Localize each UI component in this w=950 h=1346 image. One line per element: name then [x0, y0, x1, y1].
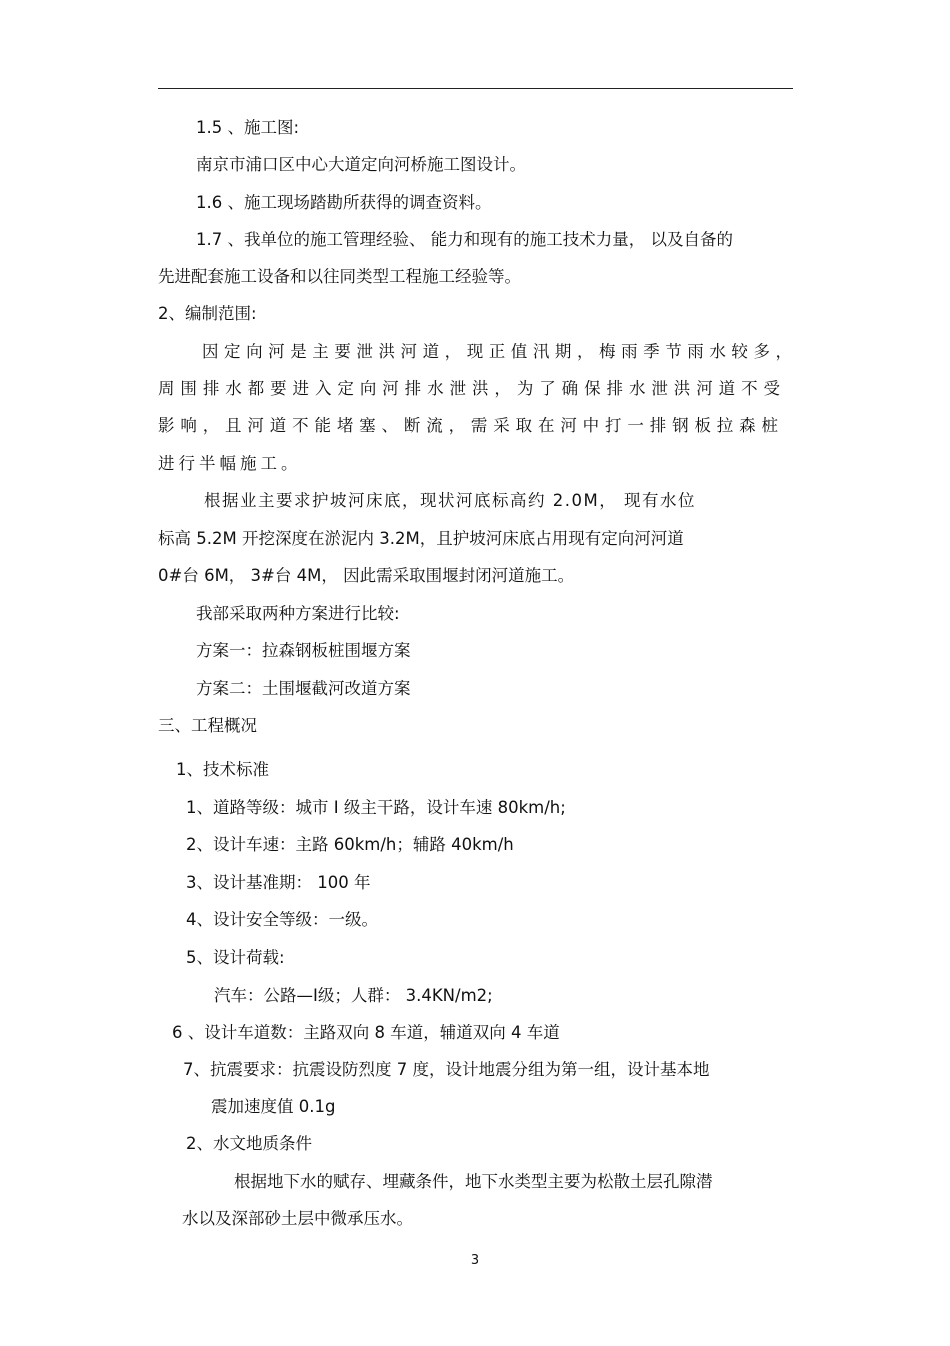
list-item: 6 、设计车道数：主路双向 8 车道，辅道双向 4 车道 — [172, 1023, 560, 1042]
section-heading: 三、工程概况 — [158, 716, 257, 735]
subsection-heading: 2、水文地质条件 — [186, 1134, 312, 1153]
text-line: 周围排水都要进入定向河排水泄洪，为了确保排水泄洪河道不受 — [158, 379, 780, 398]
list-item: 5、设计荷载: — [186, 948, 285, 967]
subsection-heading: 1、技术标准 — [176, 760, 269, 779]
text-line: 先进配套施工设备和以往同类型工程施工经验等。 — [158, 267, 521, 286]
list-item-detail: 汽车：公路—Ⅰ级；人群： 3.4KN/m2; — [214, 986, 493, 1005]
text-line: 进行半幅施工。 — [158, 454, 302, 473]
text-line: 根据地下水的赋存、埋藏条件，地下水类型主要为松散土层孔隙潜 — [234, 1172, 713, 1191]
text-line: 0#台 6M， 3#台 4M， 因此需采取围堰封闭河道施工。 — [158, 566, 575, 585]
list-item: 1、道路等级：城市 Ⅰ 级主干路，设计车速 80km/h; — [186, 798, 566, 817]
text-line: 我部采取两种方案进行比较: — [196, 604, 400, 623]
text-line: 标高 5.2M 开挖深度在淤泥内 3.2M，且护坡河床底占用现有定向河河道 — [158, 529, 684, 548]
text-line: 1.5 、施工图: — [196, 118, 300, 137]
list-item: 2、设计车速：主路 60km/h；辅路 40km/h — [186, 835, 514, 854]
section-heading: 2、编制范围: — [158, 304, 257, 323]
text-line: 因定向河是主要泄洪河道，现正值汛期，梅雨季节雨水较多， — [202, 342, 792, 361]
text-line: 方案二：土围堰截河改道方案 — [196, 679, 411, 698]
list-item: 7、抗震要求：抗震设防烈度 7 度，设计地震分组为第一组，设计基本地 — [183, 1060, 710, 1079]
list-item: 3、设计基准期： 100 年 — [186, 873, 371, 892]
header-rule — [158, 88, 793, 89]
text-line: 1.6 、施工现场踏勘所获得的调查资料。 — [196, 193, 492, 212]
text-line: 根据业主要求护坡河床底，现状河底标高约 2.0M， 现有水位 — [204, 491, 696, 510]
list-item: 4、设计安全等级：一级。 — [186, 910, 378, 929]
text-line: 方案一：拉森钢板桩围堰方案 — [196, 641, 411, 660]
text-line: 南京市浦口区中心大道定向河桥施工图设计。 — [196, 155, 526, 174]
text-line: 1.7 、我单位的施工管理经验、 能力和现有的施工技术力量， 以及自备的 — [196, 230, 733, 249]
text-line: 水以及深部砂土层中微承压水。 — [182, 1209, 413, 1228]
list-item-continuation: 震加速度值 0.1g — [211, 1097, 336, 1116]
page-number: 3 — [470, 1253, 480, 1268]
text-line: 影响，且河道不能堵塞、断流，需采取在河中打一排钢板拉森桩 — [158, 416, 778, 435]
